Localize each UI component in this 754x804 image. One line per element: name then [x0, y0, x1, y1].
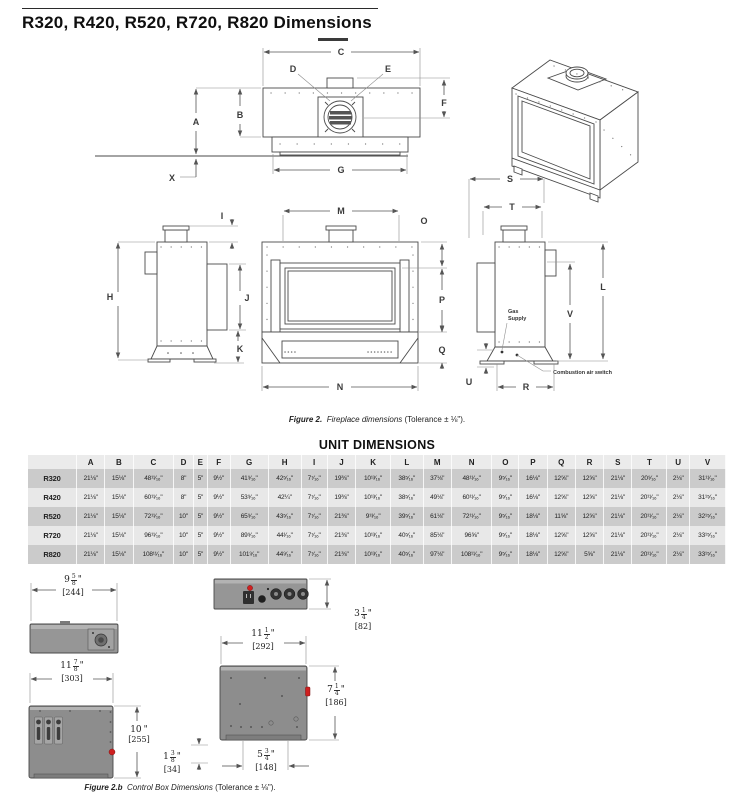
col-header: D — [174, 455, 194, 469]
dim-label-o: O — [420, 216, 428, 226]
table-row-r820 — [28, 545, 726, 564]
cell: 44⁹⁄₁₆" — [268, 545, 301, 564]
cell: 16⅛" — [519, 469, 547, 488]
dim-label-f: F — [441, 98, 447, 108]
cell: 9½" — [207, 507, 230, 526]
cell: 61⅛" — [423, 507, 451, 526]
figure2b-caption-text: Control Box Dimensions — [127, 783, 213, 792]
figure2-caption-suffix: (Tolerance ± ⅛"). — [404, 415, 466, 424]
cell: 49⅛" — [423, 488, 451, 507]
cell: 40⁵⁄₁₆" — [391, 526, 424, 545]
cell: 21⅛" — [604, 545, 632, 564]
cell: 31¹¹⁄₁₆" — [690, 469, 726, 488]
cell: 12⅝" — [575, 507, 603, 526]
col-header: K — [356, 455, 391, 469]
cell: 42¼" — [268, 488, 301, 507]
cell: 31¹⁵⁄₁₆" — [690, 488, 726, 507]
cell: 85⅛" — [423, 526, 451, 545]
cell: 10¹³⁄₁₆" — [356, 488, 391, 507]
figure2b-drawings — [0, 566, 754, 784]
figure2b-caption — [0, 783, 360, 792]
cell: 108¹¹⁄₁₆" — [133, 545, 174, 564]
cell: 12⅝" — [547, 488, 575, 507]
combustion-air-switch-label: Combustion air switch — [553, 370, 612, 376]
col-header: Q — [547, 455, 575, 469]
cell: 89⁹⁄₁₆" — [230, 526, 268, 545]
dim-label-j: J — [244, 293, 250, 303]
cell: 9⁵⁄₁₆" — [492, 526, 519, 545]
dim-width-5-3-4: 5 $\frac{3}{4}$ " [148] — [255, 748, 277, 772]
cell: 38⁵⁄₁₆" — [391, 469, 424, 488]
cell: 21⅛" — [604, 507, 632, 526]
cell: 41⁹⁄₁₆" — [230, 469, 268, 488]
dim-height-7-1-4: 7 $\frac{1}{4}$ " [186] — [325, 683, 347, 707]
row-header: R520 — [28, 507, 77, 526]
cell: 9½" — [207, 469, 230, 488]
dim-label-k: K — [236, 344, 244, 354]
cell: 15⅛" — [105, 526, 133, 545]
cell: 33¹⁵⁄₁₆" — [690, 526, 726, 545]
dim-label-c: C — [337, 47, 345, 57]
cell: 12⅝" — [547, 545, 575, 564]
cell: 5" — [193, 488, 207, 507]
col-header: E — [193, 455, 207, 469]
cell: 10" — [174, 507, 194, 526]
cell: 15⅛" — [105, 545, 133, 564]
dim-height-1-3-8: 1 $\frac{3}{8}$ " [34] — [163, 750, 181, 774]
cell: 5" — [193, 545, 207, 564]
cell: 48¹¹⁄₁₆" — [133, 469, 174, 488]
cell: 15⅛" — [105, 507, 133, 526]
cell: 2⅛" — [667, 545, 690, 564]
figure2-drawings — [0, 40, 754, 412]
cell: 16⅛" — [519, 488, 547, 507]
col-header: L — [391, 455, 424, 469]
cell: 20¹¹⁄₁₆" — [632, 545, 667, 564]
cell: 72¹¹⁄₁₆" — [133, 507, 174, 526]
front-top-view — [95, 47, 450, 183]
figure2-caption-text: Fireplace dimensions — [326, 415, 403, 424]
cell: 21⅜" — [327, 507, 355, 526]
cell: 5" — [193, 526, 207, 545]
cell: 96¹¹⁄₁₆" — [133, 526, 174, 545]
cell: 72¹¹⁄₁₆" — [451, 507, 492, 526]
cell: 9⁵⁄₁₆" — [492, 469, 519, 488]
col-header: G — [230, 455, 268, 469]
cell: 7⁷⁄₁₆" — [301, 488, 327, 507]
col-header: T — [632, 455, 667, 469]
cell: 53⁹⁄₁₆" — [230, 488, 268, 507]
cell: 21⅛" — [77, 469, 105, 488]
cell: 108¹¹⁄₁₆" — [451, 545, 492, 564]
cell: 21⅛" — [604, 469, 632, 488]
cell: 21⅜" — [327, 545, 355, 564]
cell: 12⅝" — [575, 469, 603, 488]
col-header: I — [301, 455, 327, 469]
cell: 20¹¹⁄₁₆" — [632, 507, 667, 526]
col-header: N — [451, 455, 492, 469]
side-view-left — [107, 211, 250, 363]
cell: 38⁵⁄₁₆" — [391, 488, 424, 507]
cell: 2⅛" — [667, 488, 690, 507]
header-rule — [22, 8, 378, 9]
table-row-r320 — [28, 469, 726, 488]
cell: 20⁹⁄₁₆" — [632, 469, 667, 488]
dim-label-t: T — [509, 202, 515, 212]
cell: 37⅛" — [423, 469, 451, 488]
cell: 21⅛" — [77, 545, 105, 564]
cell: 9½" — [207, 526, 230, 545]
dim-label-b: B — [236, 110, 244, 120]
table-row-r520 — [28, 507, 726, 526]
cell: 40⁵⁄₁₆" — [391, 545, 424, 564]
dim-label-n: N — [336, 382, 344, 392]
col-header: B — [105, 455, 133, 469]
cell: 10¹³⁄₁₆" — [356, 469, 391, 488]
dim-label-q: Q — [438, 345, 446, 355]
figure2b-caption-label: Figure 2.b — [84, 783, 123, 792]
cell: 21⅜" — [327, 526, 355, 545]
cell: 18⅛" — [519, 545, 547, 564]
cell: 9½" — [207, 545, 230, 564]
cell: 8" — [174, 469, 194, 488]
dim-width-11-7-8: 11 $\frac{7}{8}$ " [303] — [60, 659, 84, 683]
cell: 97⅛" — [423, 545, 451, 564]
unit-dimensions-table — [28, 455, 726, 564]
cell: 9⁵⁄₁₆" — [492, 488, 519, 507]
control-box-front-view — [214, 579, 331, 609]
cell: 7⁷⁄₁₆" — [301, 545, 327, 564]
figure2b-caption-suffix: (Tolerance ± ⅛"). — [215, 783, 276, 792]
cell: 43⁵⁄₁₆" — [268, 507, 301, 526]
cell: 19⅜" — [327, 469, 355, 488]
col-header: F — [207, 455, 230, 469]
cell: 18⅛" — [519, 507, 547, 526]
dim-label-i: I — [220, 211, 224, 221]
dim-label-e: E — [384, 64, 392, 74]
dim-label-m: M — [337, 206, 345, 216]
cell: 21⅛" — [77, 526, 105, 545]
cell: 12⅝" — [547, 469, 575, 488]
row-header: R420 — [28, 488, 77, 507]
col-header: C — [133, 455, 174, 469]
cell: 18⅛" — [519, 526, 547, 545]
cell: 65⁹⁄₁₆" — [230, 507, 268, 526]
table-title: UNIT DIMENSIONS — [318, 438, 436, 452]
cell: 2⅛" — [667, 507, 690, 526]
cell: 12⅝" — [575, 526, 603, 545]
cell: 44¹⁄₁₆" — [268, 526, 301, 545]
dim-label-r: R — [522, 382, 530, 392]
cell: 39⁵⁄₁₆" — [391, 507, 424, 526]
cell: 32¹⁵⁄₁₆" — [690, 507, 726, 526]
cell: 7⁷⁄₁₆" — [301, 507, 327, 526]
row-header: R820 — [28, 545, 77, 564]
dim-label-u: U — [465, 377, 473, 387]
cell: 21⅛" — [604, 526, 632, 545]
cell: 10" — [174, 526, 194, 545]
cell: 48¹¹⁄₁₆" — [451, 469, 492, 488]
cell: 11⅝" — [547, 507, 575, 526]
cell: 21⅛" — [77, 488, 105, 507]
cell: 9½" — [207, 488, 230, 507]
cell: 7⁷⁄₁₆" — [301, 526, 327, 545]
cell: 9¹³⁄₁₆" — [356, 507, 391, 526]
col-header: V — [690, 455, 726, 469]
dim-label-d: D — [289, 64, 297, 74]
cell: 2⅛" — [667, 469, 690, 488]
figure2-caption — [0, 415, 754, 424]
cell: 10¹³⁄₁₆" — [356, 526, 391, 545]
col-header: H — [268, 455, 301, 469]
cell: 5⅝" — [575, 545, 603, 564]
cell: 21⅛" — [77, 507, 105, 526]
dim-label-s: S — [506, 174, 514, 184]
col-header: J — [327, 455, 355, 469]
cell: 21⅛" — [604, 488, 632, 507]
cell: 9⁵⁄₁₆" — [492, 507, 519, 526]
cell: 33¹⁵⁄₁₆" — [690, 545, 726, 564]
col-header: A — [77, 455, 105, 469]
page-title: R320, R420, R520, R720, R820 Dimensions — [22, 13, 372, 32]
gas-supply-label: Gas — [508, 309, 519, 315]
cell: 20¹¹⁄₁₆" — [632, 526, 667, 545]
cell: 8" — [174, 488, 194, 507]
col-header: P — [519, 455, 547, 469]
cell: 60¹¹⁄₁₆" — [451, 488, 492, 507]
cell: 20¹¹⁄₁₆" — [632, 488, 667, 507]
isometric-view — [512, 60, 638, 202]
cell: 15⅛" — [105, 488, 133, 507]
cell: 96⅝" — [451, 526, 492, 545]
front-view — [262, 206, 447, 392]
cell: 7⁷⁄₁₆" — [301, 469, 327, 488]
dim-label-h: H — [106, 292, 114, 302]
dim-label-l: L — [600, 282, 606, 292]
dim-label-a: A — [192, 117, 200, 127]
dim-width-9-5-8: 9 $\frac{5}{8}$ " [244] — [62, 573, 84, 597]
dim-height-10: 10 " [255] — [128, 725, 150, 745]
col-header: M — [423, 455, 451, 469]
header-row — [28, 455, 726, 469]
corner-cell — [28, 455, 77, 469]
cell: 12⅝" — [547, 526, 575, 545]
row-header: R320 — [28, 469, 77, 488]
dim-label-x: X — [168, 173, 176, 183]
row-header: R720 — [28, 526, 77, 545]
cell: 10¹³⁄₁₆" — [356, 545, 391, 564]
dim-label-v: V — [566, 309, 574, 319]
cell: 101⁹⁄₁₆" — [230, 545, 268, 564]
cell: 10" — [174, 545, 194, 564]
cell: 12⅝" — [575, 488, 603, 507]
dim-width-11-1-2: 11 $\frac{1}{2}$ " [292] — [251, 627, 275, 651]
cell: 60¹¹⁄₁₆" — [133, 488, 174, 507]
dim-height-3-1-4: 3 $\frac{1}{4}$ " [82] — [354, 607, 372, 631]
cell: 15⅛" — [105, 469, 133, 488]
figure2-caption-label: Figure 2. — [288, 415, 323, 424]
table-row-r420 — [28, 488, 726, 507]
col-header: U — [667, 455, 690, 469]
cell: 2⅛" — [667, 526, 690, 545]
cell: 9⁵⁄₁₆" — [492, 545, 519, 564]
cell: 5" — [193, 507, 207, 526]
side-view-right — [466, 174, 613, 392]
table-row-r720 — [28, 526, 726, 545]
gas-supply-label-2: Supply — [508, 316, 527, 322]
dim-label-g: G — [337, 165, 345, 175]
col-header: S — [604, 455, 632, 469]
cell: 19⅜" — [327, 488, 355, 507]
col-header: R — [575, 455, 603, 469]
dim-label-p: P — [438, 295, 446, 305]
cell: 5" — [193, 469, 207, 488]
col-header: O — [492, 455, 519, 469]
cell: 42⁵⁄₁₆" — [268, 469, 301, 488]
